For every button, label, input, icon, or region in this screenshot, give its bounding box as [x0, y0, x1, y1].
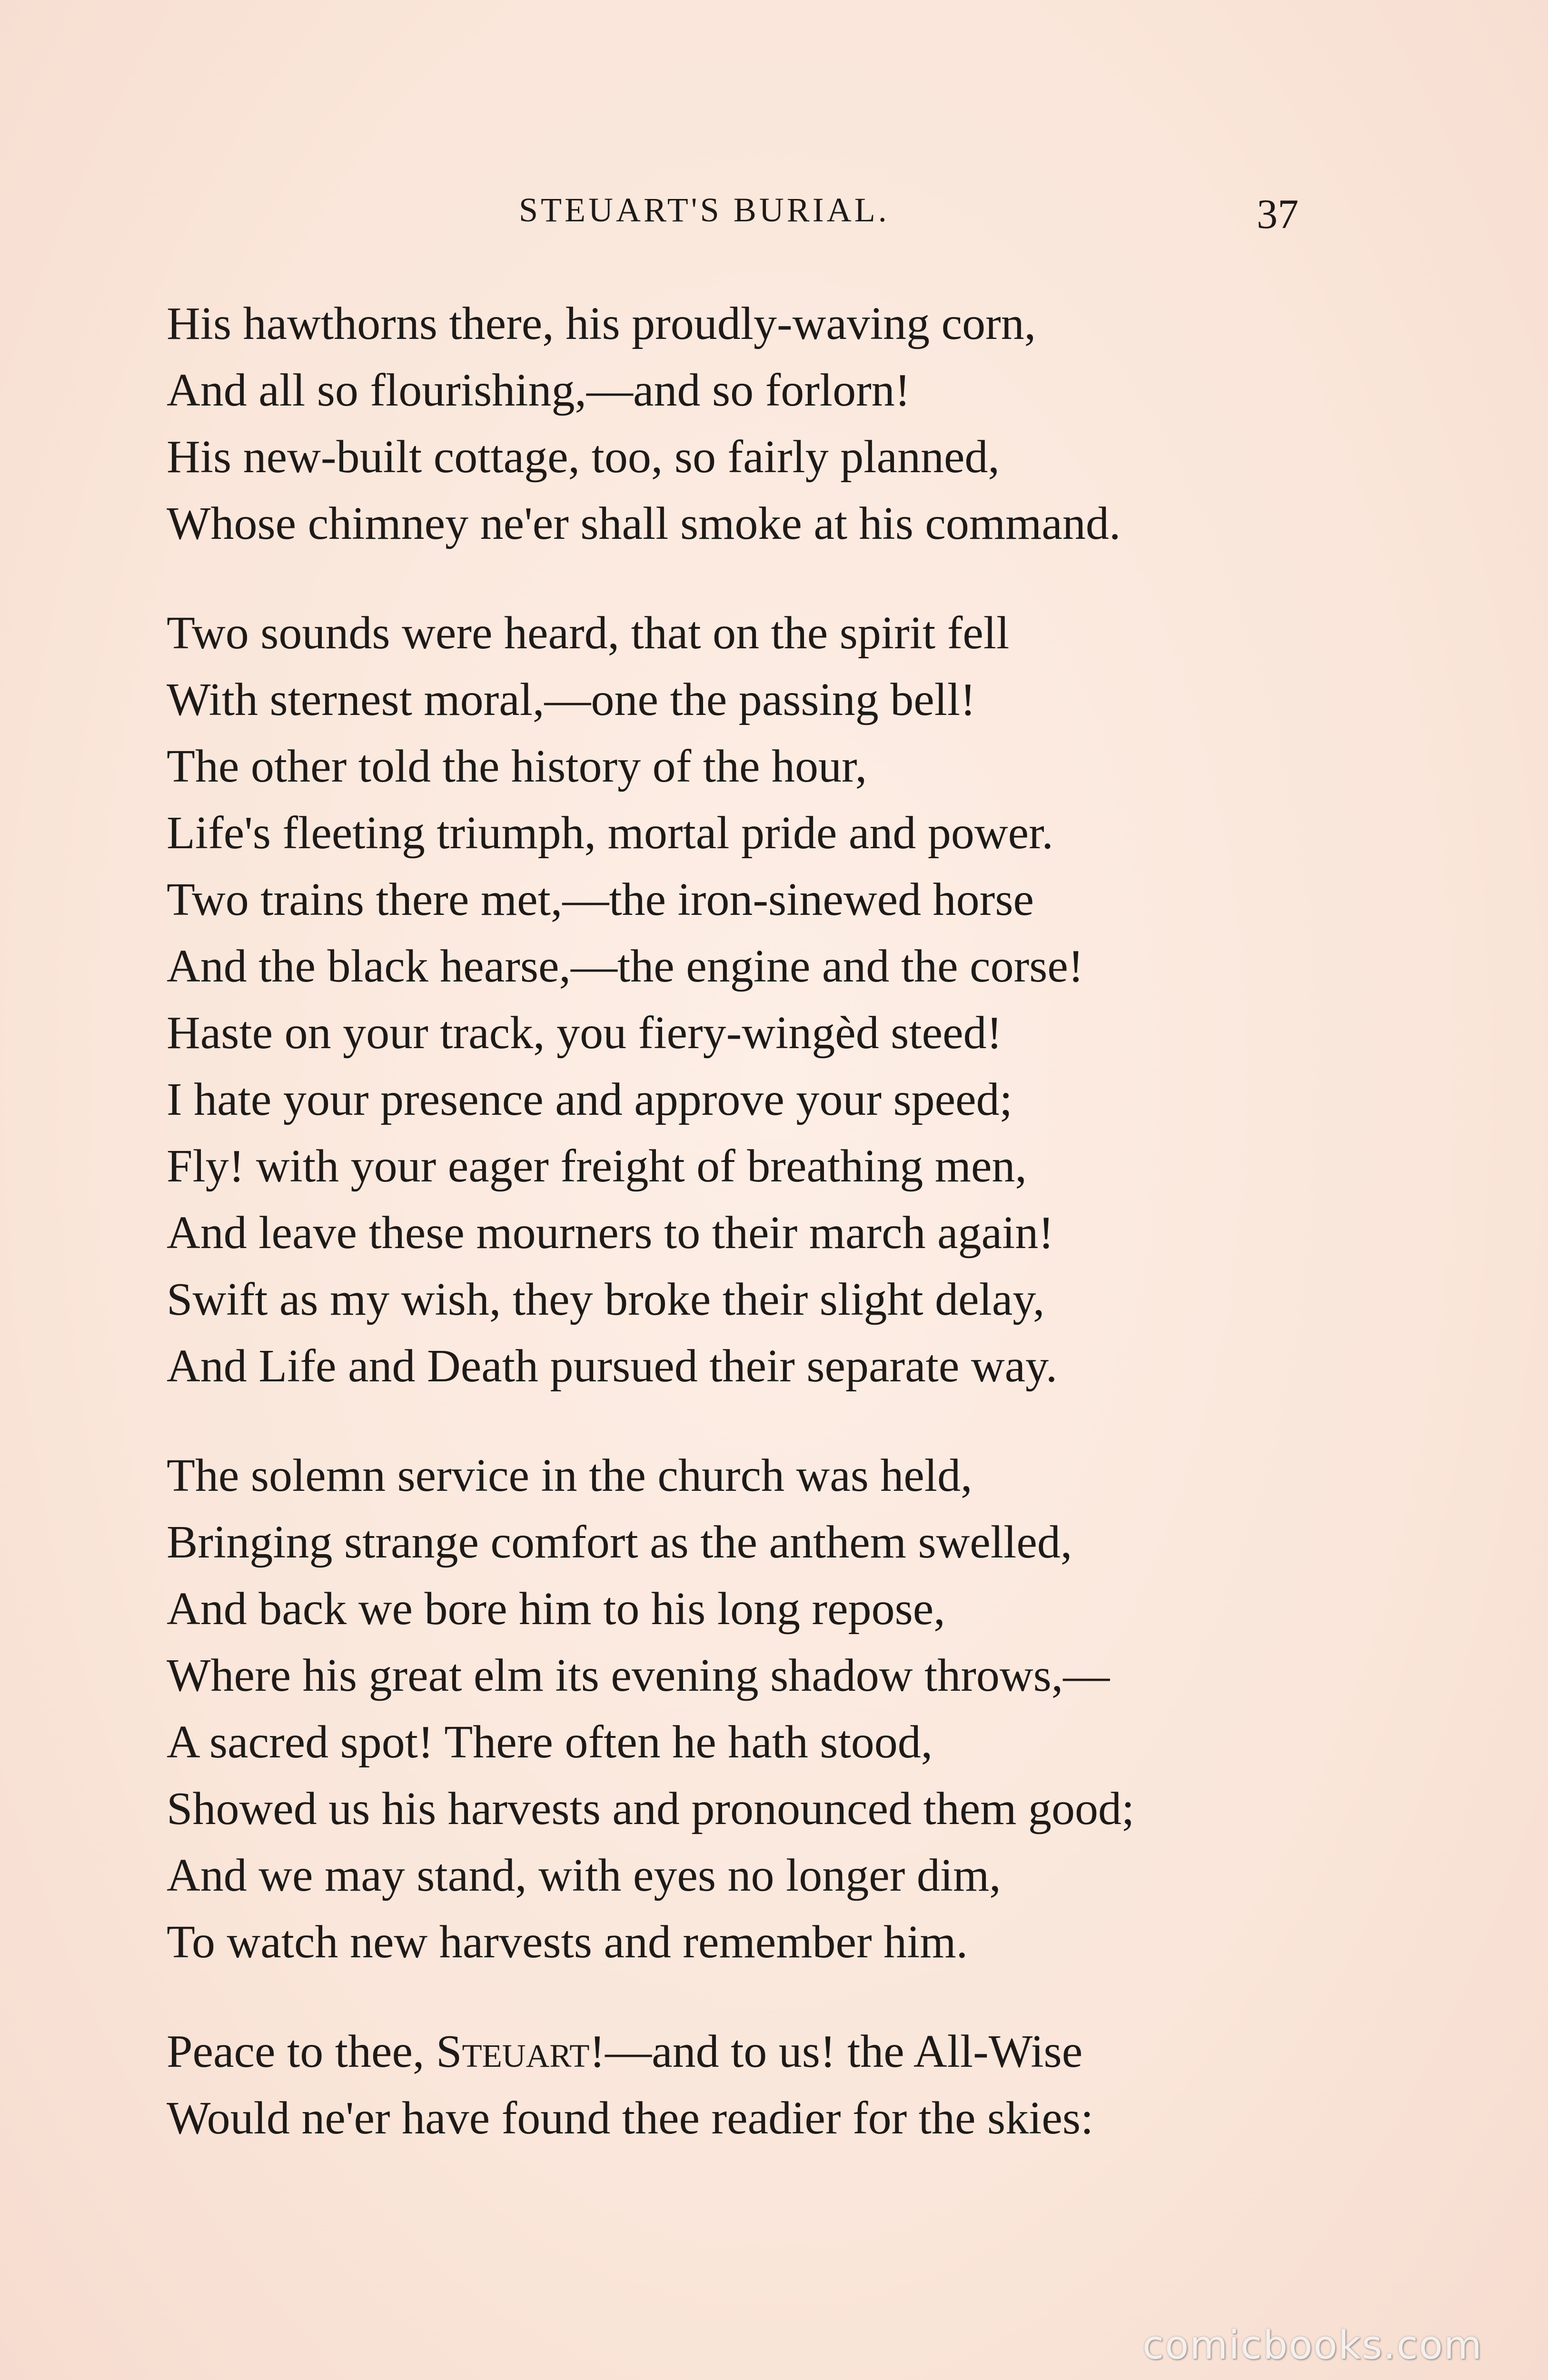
poem-line: With sternest moral,—one the passing bell! — [167, 674, 976, 725]
line-text: !—and to us! the All-Wise — [589, 2026, 1083, 2077]
poem-line: The other told the history of the hour, — [167, 741, 867, 792]
poem-line: And all so flourishing,—and so forlorn! — [167, 365, 911, 416]
poem-line: Fly! with your eager freight of breathing men, — [167, 1140, 1027, 1192]
poem-line: And we may stand, with eyes no longer dim, — [167, 1850, 1001, 1901]
poem-line: Where his great elm its evening shadow throws,— — [167, 1650, 1110, 1701]
poem-line: And back we bore him to his long repose, — [167, 1583, 945, 1635]
stanza-1 — [167, 290, 1309, 557]
poem-line: The solemn service in the church was held, — [167, 1450, 972, 1501]
poem-line — [167, 2018, 1309, 2085]
line-text: Peace to thee, — [167, 2026, 436, 2077]
page-number: 37 — [1257, 191, 1299, 238]
poem-line: I hate your presence and approve your speed; — [167, 1074, 1012, 1125]
poem-line: Bringing strange comfort as the anthem swelled, — [167, 1517, 1072, 1568]
stanza-2 — [167, 600, 1309, 1399]
poem-line: Two sounds were heard, that on the spirit fell — [167, 607, 1010, 659]
poem-line: A sacred spot! There often he hath stood, — [167, 1716, 933, 1768]
poem-line: His hawthorns there, his proudly-waving corn, — [167, 298, 1036, 349]
poem-line: And leave these mourners to their march again! — [167, 1207, 1054, 1259]
stanza-4 — [167, 2018, 1309, 2152]
poem-line: His new-built cottage, too, so fairly planned, — [167, 431, 1000, 483]
poem-line: And the black hearse,—the engine and the corse! — [167, 941, 1084, 992]
watermark: comicbooks.com — [1142, 2323, 1483, 2368]
poem-line: Showed us his harvests and pronounced them good; — [167, 1783, 1135, 1835]
poem-line: And Life and Death pursued their separate way. — [167, 1340, 1058, 1392]
poem-line: Life's fleeting triumph, mortal pride and power. — [167, 807, 1053, 859]
poem-line: Whose chimney ne'er shall smoke at his command. — [167, 498, 1121, 549]
name-steuart: Steuart — [436, 2026, 590, 2077]
poem-line: Two trains there met,—the iron-sinewed horse — [167, 874, 1034, 925]
poem-body — [167, 290, 1309, 2194]
poem-line: Would ne'er have found thee readier for the skies: — [167, 2092, 1094, 2144]
running-title: STEUART'S BURIAL. — [519, 191, 890, 229]
stanza-3 — [167, 1442, 1309, 1975]
poem-line: To watch new harvests and remember him. — [167, 1916, 968, 1968]
poem-line: Swift as my wish, they broke their slight delay, — [167, 1274, 1045, 1325]
poem-line: Haste on your track, you fiery-wingèd steed! — [167, 1007, 1002, 1059]
